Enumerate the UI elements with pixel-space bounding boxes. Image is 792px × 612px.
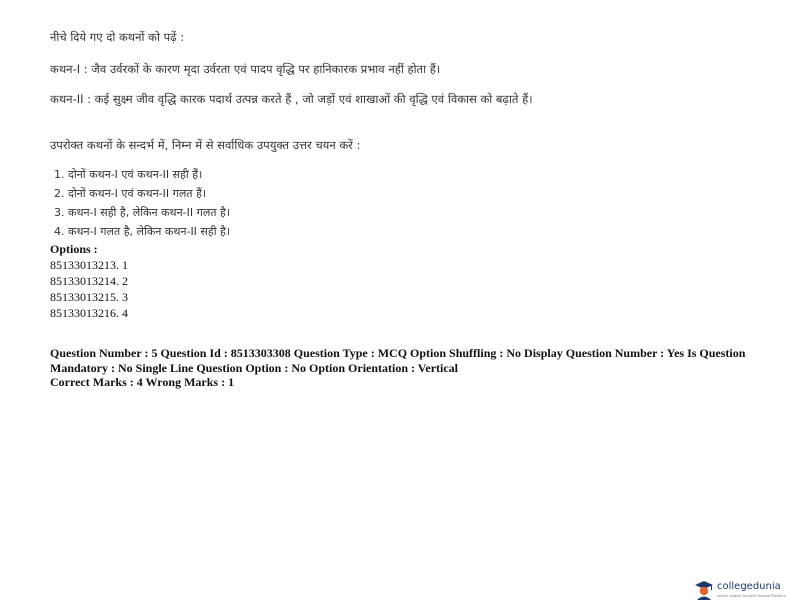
option-item: 85133013215. 3 (50, 290, 128, 304)
statement-1: कथन-I : जैव उर्वरकों के कारण मृदा उर्वरता एवं पादप वृद्धि पर हानिकारक प्रभाव नहीं होता हैं। (50, 62, 441, 76)
answer-choice: 1. दोनों कथन-I एवं कथन-II सही हैं। (54, 168, 203, 181)
logo-name: collegedunia (717, 581, 781, 592)
option-item: 85133013216. 4 (50, 306, 128, 320)
marks-line: Correct Marks : 4 Wrong Marks : 1 (50, 375, 235, 389)
collegedunia-logo (694, 578, 786, 604)
answer-choice: 4. कथन-I गलत है, लेकिन कथन-II सही है। (54, 225, 231, 238)
answer-choices (54, 165, 230, 241)
answer-choice: 2. दोनों कथन-I एवं कथन-II गलत हैं। (54, 187, 207, 200)
hindi-instruction: नीचे दिये गए दो कथनों को पढ़ें : (50, 30, 185, 44)
answer-choice: 3. कथन-I सही है, लेकिन कथन-II गलत है। (54, 206, 231, 219)
options-list (50, 257, 128, 321)
question-meta (50, 346, 760, 390)
question-prompt: उपरोक्त कथनों के सन्दर्भ में, निम्न में से सर्वाधिक उपयुक्त उत्तर चयन करें : (50, 138, 361, 152)
logo-tagline: India's largest Student Review Platform (717, 594, 786, 598)
option-item: 85133013213. 1 (50, 258, 128, 272)
graduate-icon (694, 580, 714, 600)
question-meta-line: Question Number : 5 Question Id : 8513303308 Question Type : MCQ Option Shuffling : No Display Question Number : Yes Is Question Mandatory : No Single Line Question Option : No Option Orientation : Vertical (50, 346, 746, 375)
option-item: 85133013214. 2 (50, 274, 128, 288)
options-heading: Options : (50, 242, 98, 256)
statement-2: कथन-II : कई सुक्ष्म जीव वृद्धि कारक पदार्थ उत्पन्न करते हैं , जो जड़ों एवं शाखाओं की वृद्धि एवं विकास को बढ़ाते हैं। (50, 92, 533, 106)
